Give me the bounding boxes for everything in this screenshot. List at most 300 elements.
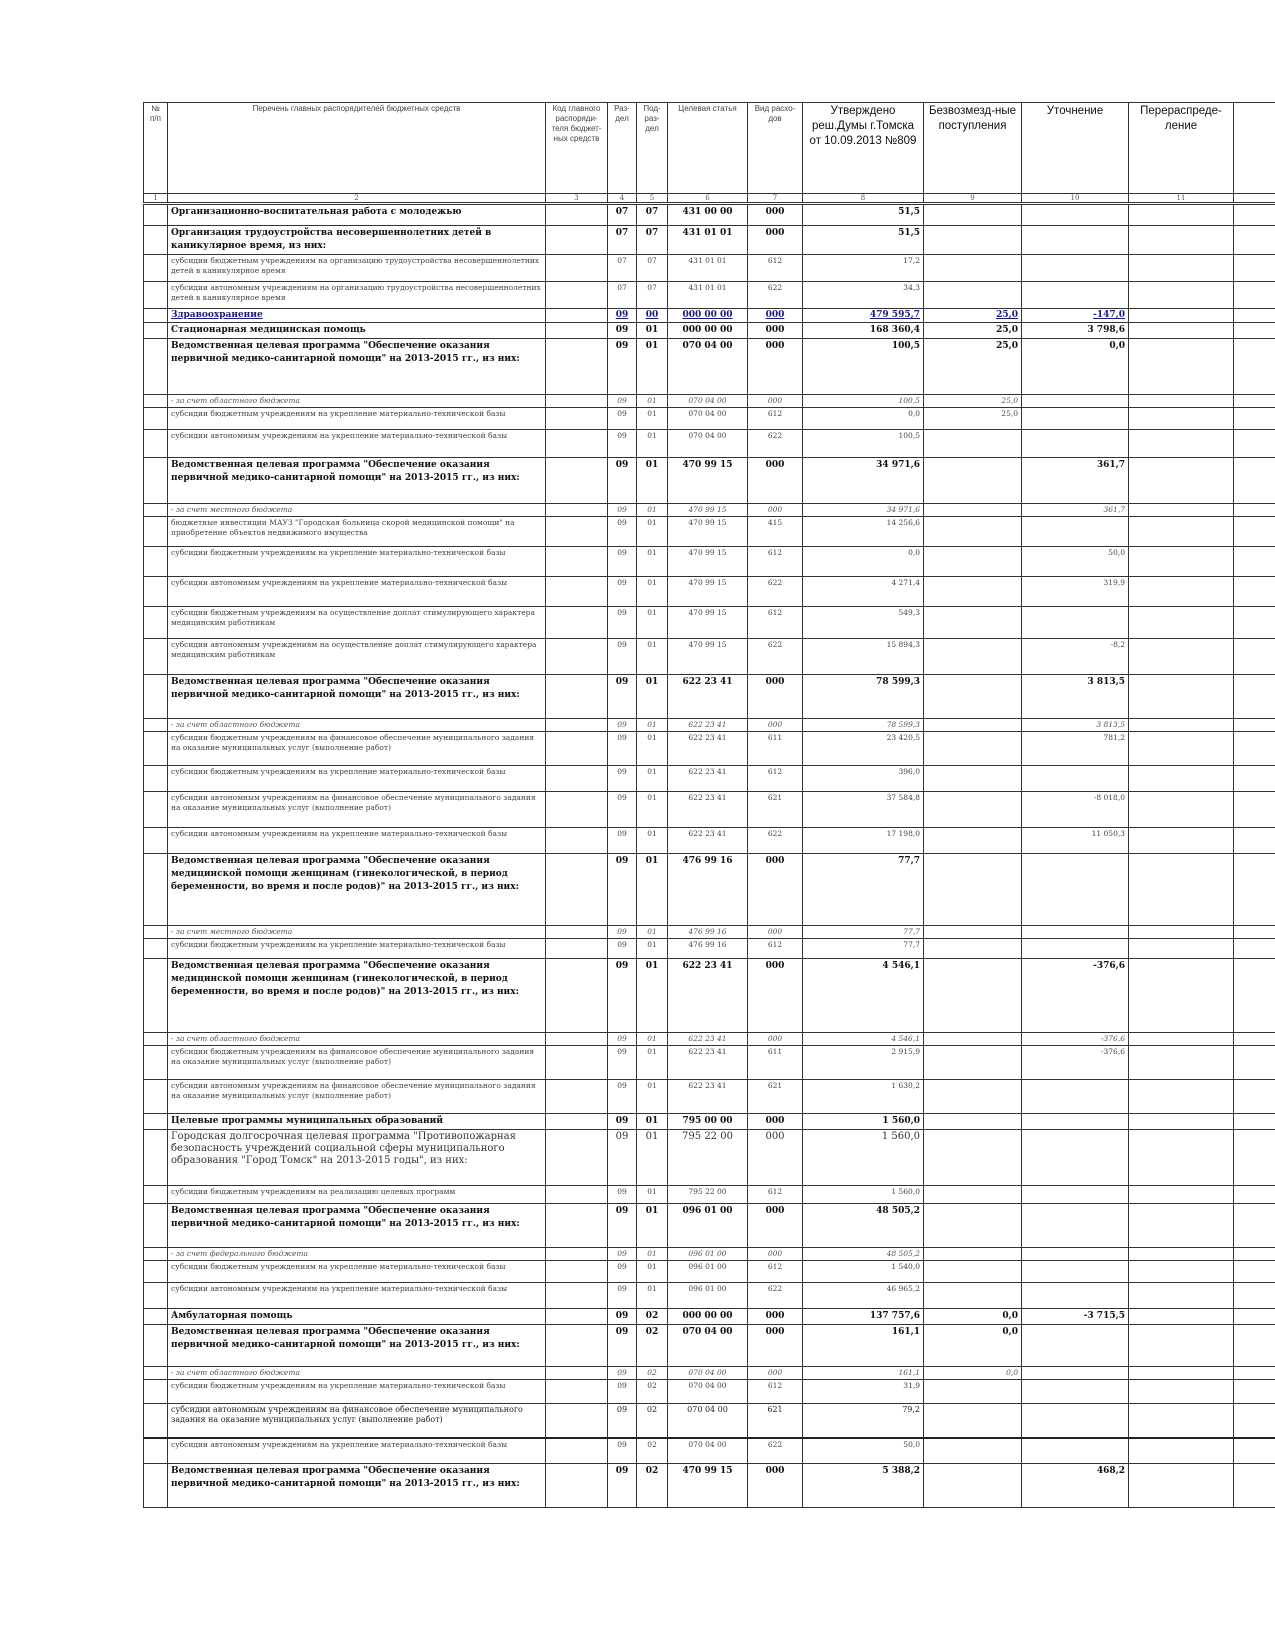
row-utv: 78 599,3 xyxy=(803,719,924,732)
row-per xyxy=(1129,1309,1234,1325)
row-per xyxy=(1129,959,1234,1033)
row-podrazdel: 01 xyxy=(637,1283,668,1309)
table-row xyxy=(144,547,1275,577)
row-bezv xyxy=(924,639,1022,675)
row-bezv xyxy=(924,854,1022,926)
row-kod xyxy=(546,1325,608,1367)
row-per xyxy=(1129,766,1234,792)
row-name: - за счет областного бюджета xyxy=(168,1367,546,1380)
row-per xyxy=(1129,854,1234,926)
row-statya: 096 01 00 xyxy=(668,1283,748,1309)
num xyxy=(144,1046,168,1080)
header-razdel: Раз-дел xyxy=(608,103,637,194)
row-bezv xyxy=(924,430,1022,458)
row-utv: 23 420,5 xyxy=(803,732,924,766)
num xyxy=(144,1438,168,1464)
row-extra xyxy=(1234,204,1275,226)
row-razdel: 09 xyxy=(608,1248,637,1261)
table-row xyxy=(144,1404,1275,1438)
row-vid: 622 xyxy=(748,639,803,675)
table-row xyxy=(144,309,1275,323)
row-kod xyxy=(546,408,608,430)
row-name: субсидии автономным учреждениям на укрепление материально-технической базы xyxy=(168,577,546,607)
row-statya: 096 01 00 xyxy=(668,1204,748,1248)
row-per xyxy=(1129,719,1234,732)
row-podrazdel: 01 xyxy=(637,926,668,939)
row-utv: 1 560,0 xyxy=(803,1130,924,1186)
row-vid: 622 xyxy=(748,430,803,458)
row-podrazdel: 01 xyxy=(637,719,668,732)
num xyxy=(144,1033,168,1046)
row-razdel: 09 xyxy=(608,430,637,458)
row-vid: 622 xyxy=(748,828,803,854)
num xyxy=(144,675,168,719)
row-kod xyxy=(546,939,608,959)
row-utoch xyxy=(1022,1204,1129,1248)
row-per xyxy=(1129,939,1234,959)
row-per xyxy=(1129,926,1234,939)
num xyxy=(144,766,168,792)
row-podrazdel: 07 xyxy=(637,282,668,309)
row-extra xyxy=(1234,504,1275,517)
row-utv: 51,5 xyxy=(803,226,924,255)
table-row xyxy=(144,430,1275,458)
table-row xyxy=(144,1367,1275,1380)
row-per xyxy=(1129,1367,1234,1380)
row-utv: 1 630,2 xyxy=(803,1080,924,1114)
row-bezv xyxy=(924,926,1022,939)
row-utoch: 11 050,3 xyxy=(1022,828,1129,854)
table-row xyxy=(144,1283,1275,1309)
row-bezv: 25,0 xyxy=(924,395,1022,408)
header-utoch: Уточнение xyxy=(1022,103,1129,194)
row-extra xyxy=(1234,1114,1275,1130)
row-utoch: 468,2 xyxy=(1022,1464,1129,1508)
row-name: Ведомственная целевая программа "Обеспечение оказания первичной медико-санитарной помощи" на 2013-2015 гг., из них: xyxy=(168,1325,546,1367)
row-per xyxy=(1129,282,1234,309)
row-bezv xyxy=(924,1438,1022,1464)
num xyxy=(144,282,168,309)
row-razdel: 09 xyxy=(608,1283,637,1309)
row-razdel: 07 xyxy=(608,204,637,226)
row-razdel: 09 xyxy=(608,309,637,323)
table-row xyxy=(144,926,1275,939)
row-razdel: 09 xyxy=(608,959,637,1033)
row-vid: 622 xyxy=(748,282,803,309)
row-per xyxy=(1129,1404,1234,1438)
row-name: субсидии бюджетным учреждениям на финансовое обеспечение муниципального задания на оказание муниципальных услуг (выполнение работ) xyxy=(168,1046,546,1080)
header-extra xyxy=(1234,103,1275,194)
row-statya: 096 01 00 xyxy=(668,1248,748,1261)
row-podrazdel: 01 xyxy=(637,792,668,828)
row-bezv xyxy=(924,959,1022,1033)
row-utv: 77,7 xyxy=(803,926,924,939)
row-razdel: 09 xyxy=(608,1204,637,1248)
row-kod xyxy=(546,1186,608,1204)
num xyxy=(144,607,168,639)
row-kod xyxy=(546,1204,608,1248)
row-statya: 070 04 00 xyxy=(668,1325,748,1367)
row-extra xyxy=(1234,282,1275,309)
row-podrazdel: 01 xyxy=(637,1130,668,1186)
header-podrazdel: Под-раз-дел xyxy=(637,103,668,194)
row-bezv xyxy=(924,577,1022,607)
row-utoch: 3 813,5 xyxy=(1022,719,1129,732)
row-per xyxy=(1129,255,1234,282)
row-utoch: -376,6 xyxy=(1022,1033,1129,1046)
row-vid: 000 xyxy=(748,1130,803,1186)
row-extra xyxy=(1234,959,1275,1033)
table-row xyxy=(144,1261,1275,1283)
table-row xyxy=(144,675,1275,719)
row-per xyxy=(1129,1114,1234,1130)
row-razdel: 09 xyxy=(608,1309,637,1325)
row-extra xyxy=(1234,309,1275,323)
row-extra xyxy=(1234,577,1275,607)
row-statya: 070 04 00 xyxy=(668,339,748,395)
header-kod: Код главного распоряди-теля бюджет-ных средств xyxy=(546,103,608,194)
row-name: Организация трудоустройства несовершеннолетних детей в каникулярное время, из них: xyxy=(168,226,546,255)
row-bezv xyxy=(924,282,1022,309)
row-per xyxy=(1129,732,1234,766)
row-vid: 415 xyxy=(748,517,803,547)
row-vid: 000 xyxy=(748,1033,803,1046)
row-utv: 34 971,6 xyxy=(803,458,924,504)
table-row xyxy=(144,458,1275,504)
row-utv: 77,7 xyxy=(803,854,924,926)
row-vid: 621 xyxy=(748,1404,803,1438)
row-utv: 79,2 xyxy=(803,1404,924,1438)
row-kod xyxy=(546,1309,608,1325)
row-vid: 000 xyxy=(748,1367,803,1380)
row-bezv xyxy=(924,1130,1022,1186)
num xyxy=(144,1130,168,1186)
row-podrazdel: 01 xyxy=(637,1248,668,1261)
row-kod xyxy=(546,719,608,732)
row-kod xyxy=(546,959,608,1033)
row-statya: 431 01 01 xyxy=(668,282,748,309)
row-podrazdel: 01 xyxy=(637,408,668,430)
row-utoch: 781,2 xyxy=(1022,732,1129,766)
row-bezv xyxy=(924,1283,1022,1309)
table-row xyxy=(144,1464,1275,1508)
row-statya: 470 99 15 xyxy=(668,517,748,547)
colnum: 9 xyxy=(924,194,1022,204)
num xyxy=(144,1325,168,1367)
row-podrazdel: 01 xyxy=(637,577,668,607)
row-vid: 621 xyxy=(748,792,803,828)
row-name: субсидии бюджетным учреждениям на укрепление материально-технической базы xyxy=(168,766,546,792)
row-podrazdel: 02 xyxy=(637,1438,668,1464)
num xyxy=(144,1204,168,1248)
row-statya: 476 99 16 xyxy=(668,854,748,926)
num xyxy=(144,504,168,517)
num xyxy=(144,323,168,339)
num xyxy=(144,395,168,408)
row-utv: 161,1 xyxy=(803,1367,924,1380)
row-utoch xyxy=(1022,939,1129,959)
table-row xyxy=(144,577,1275,607)
row-extra xyxy=(1234,323,1275,339)
row-bezv: 0,0 xyxy=(924,1367,1022,1380)
row-extra xyxy=(1234,255,1275,282)
row-statya: 470 99 15 xyxy=(668,1464,748,1508)
row-per xyxy=(1129,339,1234,395)
budget-table xyxy=(143,102,1275,1508)
row-utv: 1 540,0 xyxy=(803,1261,924,1283)
row-vid: 000 xyxy=(748,504,803,517)
row-podrazdel: 02 xyxy=(637,1325,668,1367)
row-bezv xyxy=(924,607,1022,639)
row-extra xyxy=(1234,408,1275,430)
row-razdel: 09 xyxy=(608,732,637,766)
num xyxy=(144,959,168,1033)
row-name: субсидии бюджетным учреждениям на осуществление доплат стимулирующего характера медицинским работникам xyxy=(168,607,546,639)
row-razdel: 09 xyxy=(608,1114,637,1130)
row-utv: 549,3 xyxy=(803,607,924,639)
row-vid: 000 xyxy=(748,1114,803,1130)
row-utv: 51,5 xyxy=(803,204,924,226)
row-utv: 479 595,7 xyxy=(803,309,924,323)
row-vid: 000 xyxy=(748,458,803,504)
row-razdel: 09 xyxy=(608,1130,637,1186)
row-extra xyxy=(1234,458,1275,504)
row-utoch: 361,7 xyxy=(1022,504,1129,517)
num xyxy=(144,854,168,926)
table-row xyxy=(144,504,1275,517)
row-podrazdel: 01 xyxy=(637,766,668,792)
num xyxy=(144,1367,168,1380)
row-kod xyxy=(546,926,608,939)
row-per xyxy=(1129,408,1234,430)
row-extra xyxy=(1234,1204,1275,1248)
num xyxy=(144,517,168,547)
row-per xyxy=(1129,1325,1234,1367)
row-name: субсидии автономным учреждениям на укрепление материально-технической базы xyxy=(168,430,546,458)
table-row xyxy=(144,1380,1275,1404)
row-podrazdel: 07 xyxy=(637,226,668,255)
row-per xyxy=(1129,204,1234,226)
row-statya: 070 04 00 xyxy=(668,1380,748,1404)
row-per xyxy=(1129,1438,1234,1464)
row-vid: 000 xyxy=(748,226,803,255)
table-row xyxy=(144,339,1275,395)
row-statya: 622 23 41 xyxy=(668,828,748,854)
row-podrazdel: 01 xyxy=(637,828,668,854)
row-bezv xyxy=(924,458,1022,504)
row-name: субсидии бюджетным учреждениям на укрепление материально-технической базы xyxy=(168,939,546,959)
row-statya: 622 23 41 xyxy=(668,719,748,732)
row-razdel: 09 xyxy=(608,926,637,939)
row-name: субсидии автономным учреждениям на укрепление материально-технической базы xyxy=(168,1283,546,1309)
row-kod xyxy=(546,395,608,408)
row-kod xyxy=(546,1438,608,1464)
row-razdel: 09 xyxy=(608,408,637,430)
row-bezv xyxy=(924,792,1022,828)
row-name: Здравоохранение xyxy=(168,309,546,323)
row-podrazdel: 01 xyxy=(637,607,668,639)
num xyxy=(144,732,168,766)
row-extra xyxy=(1234,1367,1275,1380)
row-statya: 476 99 16 xyxy=(668,939,748,959)
num xyxy=(144,226,168,255)
row-vid: 000 xyxy=(748,926,803,939)
row-name: субсидии автономным учреждениям на укрепление материально-технической базы xyxy=(168,1438,546,1464)
row-kod xyxy=(546,1080,608,1114)
row-kod xyxy=(546,675,608,719)
row-vid: 621 xyxy=(748,1080,803,1114)
row-name: субсидии бюджетным учреждениям на укрепление материально-технической базы xyxy=(168,408,546,430)
table-row xyxy=(144,639,1275,675)
colnum: 2 xyxy=(168,194,546,204)
row-bezv xyxy=(924,1046,1022,1080)
num xyxy=(144,926,168,939)
row-kod xyxy=(546,1261,608,1283)
row-podrazdel: 01 xyxy=(637,547,668,577)
row-utoch xyxy=(1022,1248,1129,1261)
row-bezv: 25,0 xyxy=(924,323,1022,339)
row-extra xyxy=(1234,1380,1275,1404)
row-utoch xyxy=(1022,1438,1129,1464)
row-name: субсидии автономным учреждениям на финансовое обеспечение муниципального задания на оказание муниципальных услуг (выполнение работ) xyxy=(168,792,546,828)
row-vid: 000 xyxy=(748,204,803,226)
row-vid: 000 xyxy=(748,854,803,926)
row-extra xyxy=(1234,1404,1275,1438)
row-statya: 622 23 41 xyxy=(668,959,748,1033)
row-utoch: 3 798,6 xyxy=(1022,323,1129,339)
header-utv: Утверждено реш.Думы г.Томска от 10.09.2013 №809 xyxy=(803,103,924,194)
row-name: субсидии бюджетным учреждениям на укрепление материально-технической базы xyxy=(168,547,546,577)
num xyxy=(144,547,168,577)
colnum: 7 xyxy=(748,194,803,204)
table-row xyxy=(144,204,1275,226)
row-kod xyxy=(546,204,608,226)
row-utoch xyxy=(1022,926,1129,939)
row-statya: 622 23 41 xyxy=(668,766,748,792)
num xyxy=(144,828,168,854)
row-statya: 622 23 41 xyxy=(668,675,748,719)
row-vid: 612 xyxy=(748,607,803,639)
row-bezv xyxy=(924,504,1022,517)
table-row xyxy=(144,607,1275,639)
row-podrazdel: 01 xyxy=(637,458,668,504)
row-podrazdel: 01 xyxy=(637,517,668,547)
row-kod xyxy=(546,517,608,547)
row-vid: 000 xyxy=(748,719,803,732)
row-vid: 612 xyxy=(748,255,803,282)
row-statya: 070 04 00 xyxy=(668,1404,748,1438)
row-kod xyxy=(546,1114,608,1130)
row-extra xyxy=(1234,1438,1275,1464)
row-bezv xyxy=(924,675,1022,719)
row-razdel: 09 xyxy=(608,854,637,926)
row-bezv xyxy=(924,1033,1022,1046)
row-utoch xyxy=(1022,766,1129,792)
row-extra xyxy=(1234,1046,1275,1080)
row-utv: 48 505,2 xyxy=(803,1204,924,1248)
row-extra xyxy=(1234,926,1275,939)
row-vid: 000 xyxy=(748,1325,803,1367)
row-extra xyxy=(1234,1033,1275,1046)
row-name: Ведомственная целевая программа "Обеспечение оказания медицинской помощи женщинам (гинекологической, в период беременности, во время и после родов)" на 2013-2015 гг., из них: xyxy=(168,854,546,926)
table-row xyxy=(144,766,1275,792)
row-name: Организационно-воспитательная работа с молодежью xyxy=(168,204,546,226)
row-bezv xyxy=(924,1186,1022,1204)
row-podrazdel: 07 xyxy=(637,204,668,226)
num xyxy=(144,1186,168,1204)
row-utoch xyxy=(1022,854,1129,926)
row-kod xyxy=(546,547,608,577)
row-kod xyxy=(546,504,608,517)
row-utoch xyxy=(1022,1380,1129,1404)
row-vid: 611 xyxy=(748,732,803,766)
row-bezv xyxy=(924,547,1022,577)
row-per xyxy=(1129,395,1234,408)
row-razdel: 09 xyxy=(608,607,637,639)
table-row xyxy=(144,1248,1275,1261)
row-podrazdel: 02 xyxy=(637,1309,668,1325)
row-utoch: 361,7 xyxy=(1022,458,1129,504)
row-utoch xyxy=(1022,1367,1129,1380)
row-utoch xyxy=(1022,395,1129,408)
row-utv: 2 915,9 xyxy=(803,1046,924,1080)
row-razdel: 07 xyxy=(608,255,637,282)
row-razdel: 09 xyxy=(608,639,637,675)
row-vid: 612 xyxy=(748,547,803,577)
row-podrazdel: 01 xyxy=(637,1114,668,1130)
row-vid: 622 xyxy=(748,577,803,607)
row-razdel: 09 xyxy=(608,395,637,408)
row-podrazdel: 07 xyxy=(637,255,668,282)
row-utoch xyxy=(1022,430,1129,458)
table-row xyxy=(144,719,1275,732)
row-utoch: 319,9 xyxy=(1022,577,1129,607)
row-razdel: 09 xyxy=(608,339,637,395)
row-podrazdel: 02 xyxy=(637,1380,668,1404)
table-row xyxy=(144,792,1275,828)
row-utv: 4 271,4 xyxy=(803,577,924,607)
row-statya: 431 01 01 xyxy=(668,255,748,282)
row-razdel: 09 xyxy=(608,577,637,607)
row-utv: 137 757,6 xyxy=(803,1309,924,1325)
row-name: Ведомственная целевая программа "Обеспечение оказания медицинской помощи женщинам (гинекологической, в период беременности, во время и после родов)" на 2013-2015 гг., из них: xyxy=(168,959,546,1033)
colnum: 6 xyxy=(668,194,748,204)
row-vid: 000 xyxy=(748,323,803,339)
row-statya: 070 04 00 xyxy=(668,1367,748,1380)
row-bezv xyxy=(924,204,1022,226)
row-podrazdel: 01 xyxy=(637,1186,668,1204)
row-razdel: 09 xyxy=(608,719,637,732)
row-extra xyxy=(1234,719,1275,732)
row-vid: 000 xyxy=(748,1309,803,1325)
row-statya: 470 99 15 xyxy=(668,504,748,517)
row-kod xyxy=(546,1130,608,1186)
row-name: субсидии бюджетным учреждениям на финансовое обеспечение муниципального задания на оказание муниципальных услуг (выполнение работ) xyxy=(168,732,546,766)
row-bezv: 25,0 xyxy=(924,309,1022,323)
header-row xyxy=(144,103,1275,194)
row-utv: 37 584,8 xyxy=(803,792,924,828)
num xyxy=(144,1080,168,1114)
row-extra xyxy=(1234,639,1275,675)
row-extra xyxy=(1234,675,1275,719)
row-statya: 070 04 00 xyxy=(668,408,748,430)
row-kod xyxy=(546,1404,608,1438)
row-vid: 000 xyxy=(748,339,803,395)
row-bezv xyxy=(924,828,1022,854)
table-row xyxy=(144,732,1275,766)
row-utv: 17,2 xyxy=(803,255,924,282)
row-utv: 17 198,0 xyxy=(803,828,924,854)
